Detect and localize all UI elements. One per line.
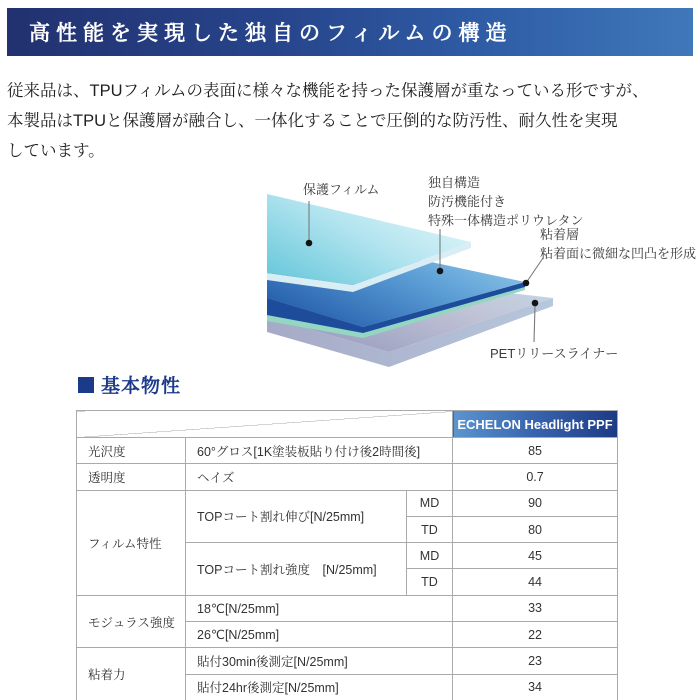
section-banner (7, 8, 693, 56)
value-cell: 44 (453, 569, 618, 595)
condition-cell: 60°グロス[1K塗装板貼り付け後2時間後] (186, 438, 453, 464)
condition-cell: ヘイズ (186, 464, 453, 490)
condition-cell: 貼付24hr後測定[N/25mm] (186, 674, 453, 700)
condition-cell: 貼付30min後測定[N/25mm] (186, 648, 453, 674)
label-unique-structure (428, 173, 583, 230)
label-line: 粘着面に微細な凹凸を形成 (540, 246, 697, 261)
basic-properties-heading (78, 371, 181, 398)
value-cell: 23 (453, 648, 618, 674)
value-cell: 90 (453, 490, 618, 516)
intro-line: 従来品は、TPUフィルムの表面に様々な機能を持った保護層が重なっている形ですが、 (7, 82, 649, 100)
diagonal-corner-cell (77, 411, 453, 438)
value-cell: 45 (453, 543, 618, 569)
value-cell: 85 (453, 438, 618, 464)
property-cell: 透明度 (77, 464, 186, 490)
label-line: 独自構造 (428, 175, 481, 190)
table-row (77, 648, 618, 674)
value-cell: 80 (453, 516, 618, 542)
value-cell: 33 (453, 595, 618, 621)
label-line: 防汚機能付き (428, 194, 507, 209)
label-dot (437, 268, 444, 275)
label-adhesive-layer (540, 225, 696, 263)
direction-cell: MD (407, 543, 453, 569)
condition-cell: 18℃[N/25mm] (186, 595, 453, 621)
film-structure-diagram (180, 165, 700, 380)
label-dot (523, 280, 530, 287)
label-line: 粘着層 (540, 227, 580, 242)
direction-cell: MD (407, 490, 453, 516)
property-cell: フィルム特性 (77, 490, 186, 595)
condition-cell: 26℃[N/25mm] (186, 622, 453, 648)
label-dot (306, 240, 313, 247)
label-line: 特殊一体構造ポリウレタン (428, 213, 584, 228)
table-row (77, 490, 618, 516)
intro-line: しています。 (7, 142, 105, 160)
value-cell: 0.7 (453, 464, 618, 490)
label-pet-liner: PETリリースライナー (490, 346, 619, 361)
square-bullet-icon (78, 377, 94, 393)
section-title: 基本物性 (101, 376, 182, 397)
label-protective-film: 保護フィルム (303, 182, 380, 197)
basic-properties-table (76, 410, 618, 700)
condition-cell: TOPコート割れ強度 [N/25mm] (186, 543, 407, 596)
product-column-header: ECHELON Headlight PPF (453, 411, 618, 438)
condition-cell: TOPコート割れ伸び[N/25mm] (186, 490, 407, 543)
value-cell: 22 (453, 622, 618, 648)
property-cell: 粘着力 (77, 648, 186, 700)
direction-cell: TD (407, 516, 453, 542)
value-cell: 34 (453, 674, 618, 700)
banner-title: 高性能を実現した独自のフィルムの構造 (29, 21, 513, 45)
table-row (77, 464, 618, 490)
property-cell: 光沢度 (77, 438, 186, 464)
label-dot (532, 300, 539, 307)
property-cell: モジュラス強度 (77, 595, 186, 648)
direction-cell: TD (407, 569, 453, 595)
intro-paragraph (7, 76, 697, 166)
table-row (77, 595, 618, 621)
table-header-row (77, 411, 618, 438)
table-row (77, 438, 618, 464)
intro-line: 本製品はTPUと保護層が融合し、一体化することで圧倒的な防汚性、耐久性を実現 (7, 112, 618, 130)
